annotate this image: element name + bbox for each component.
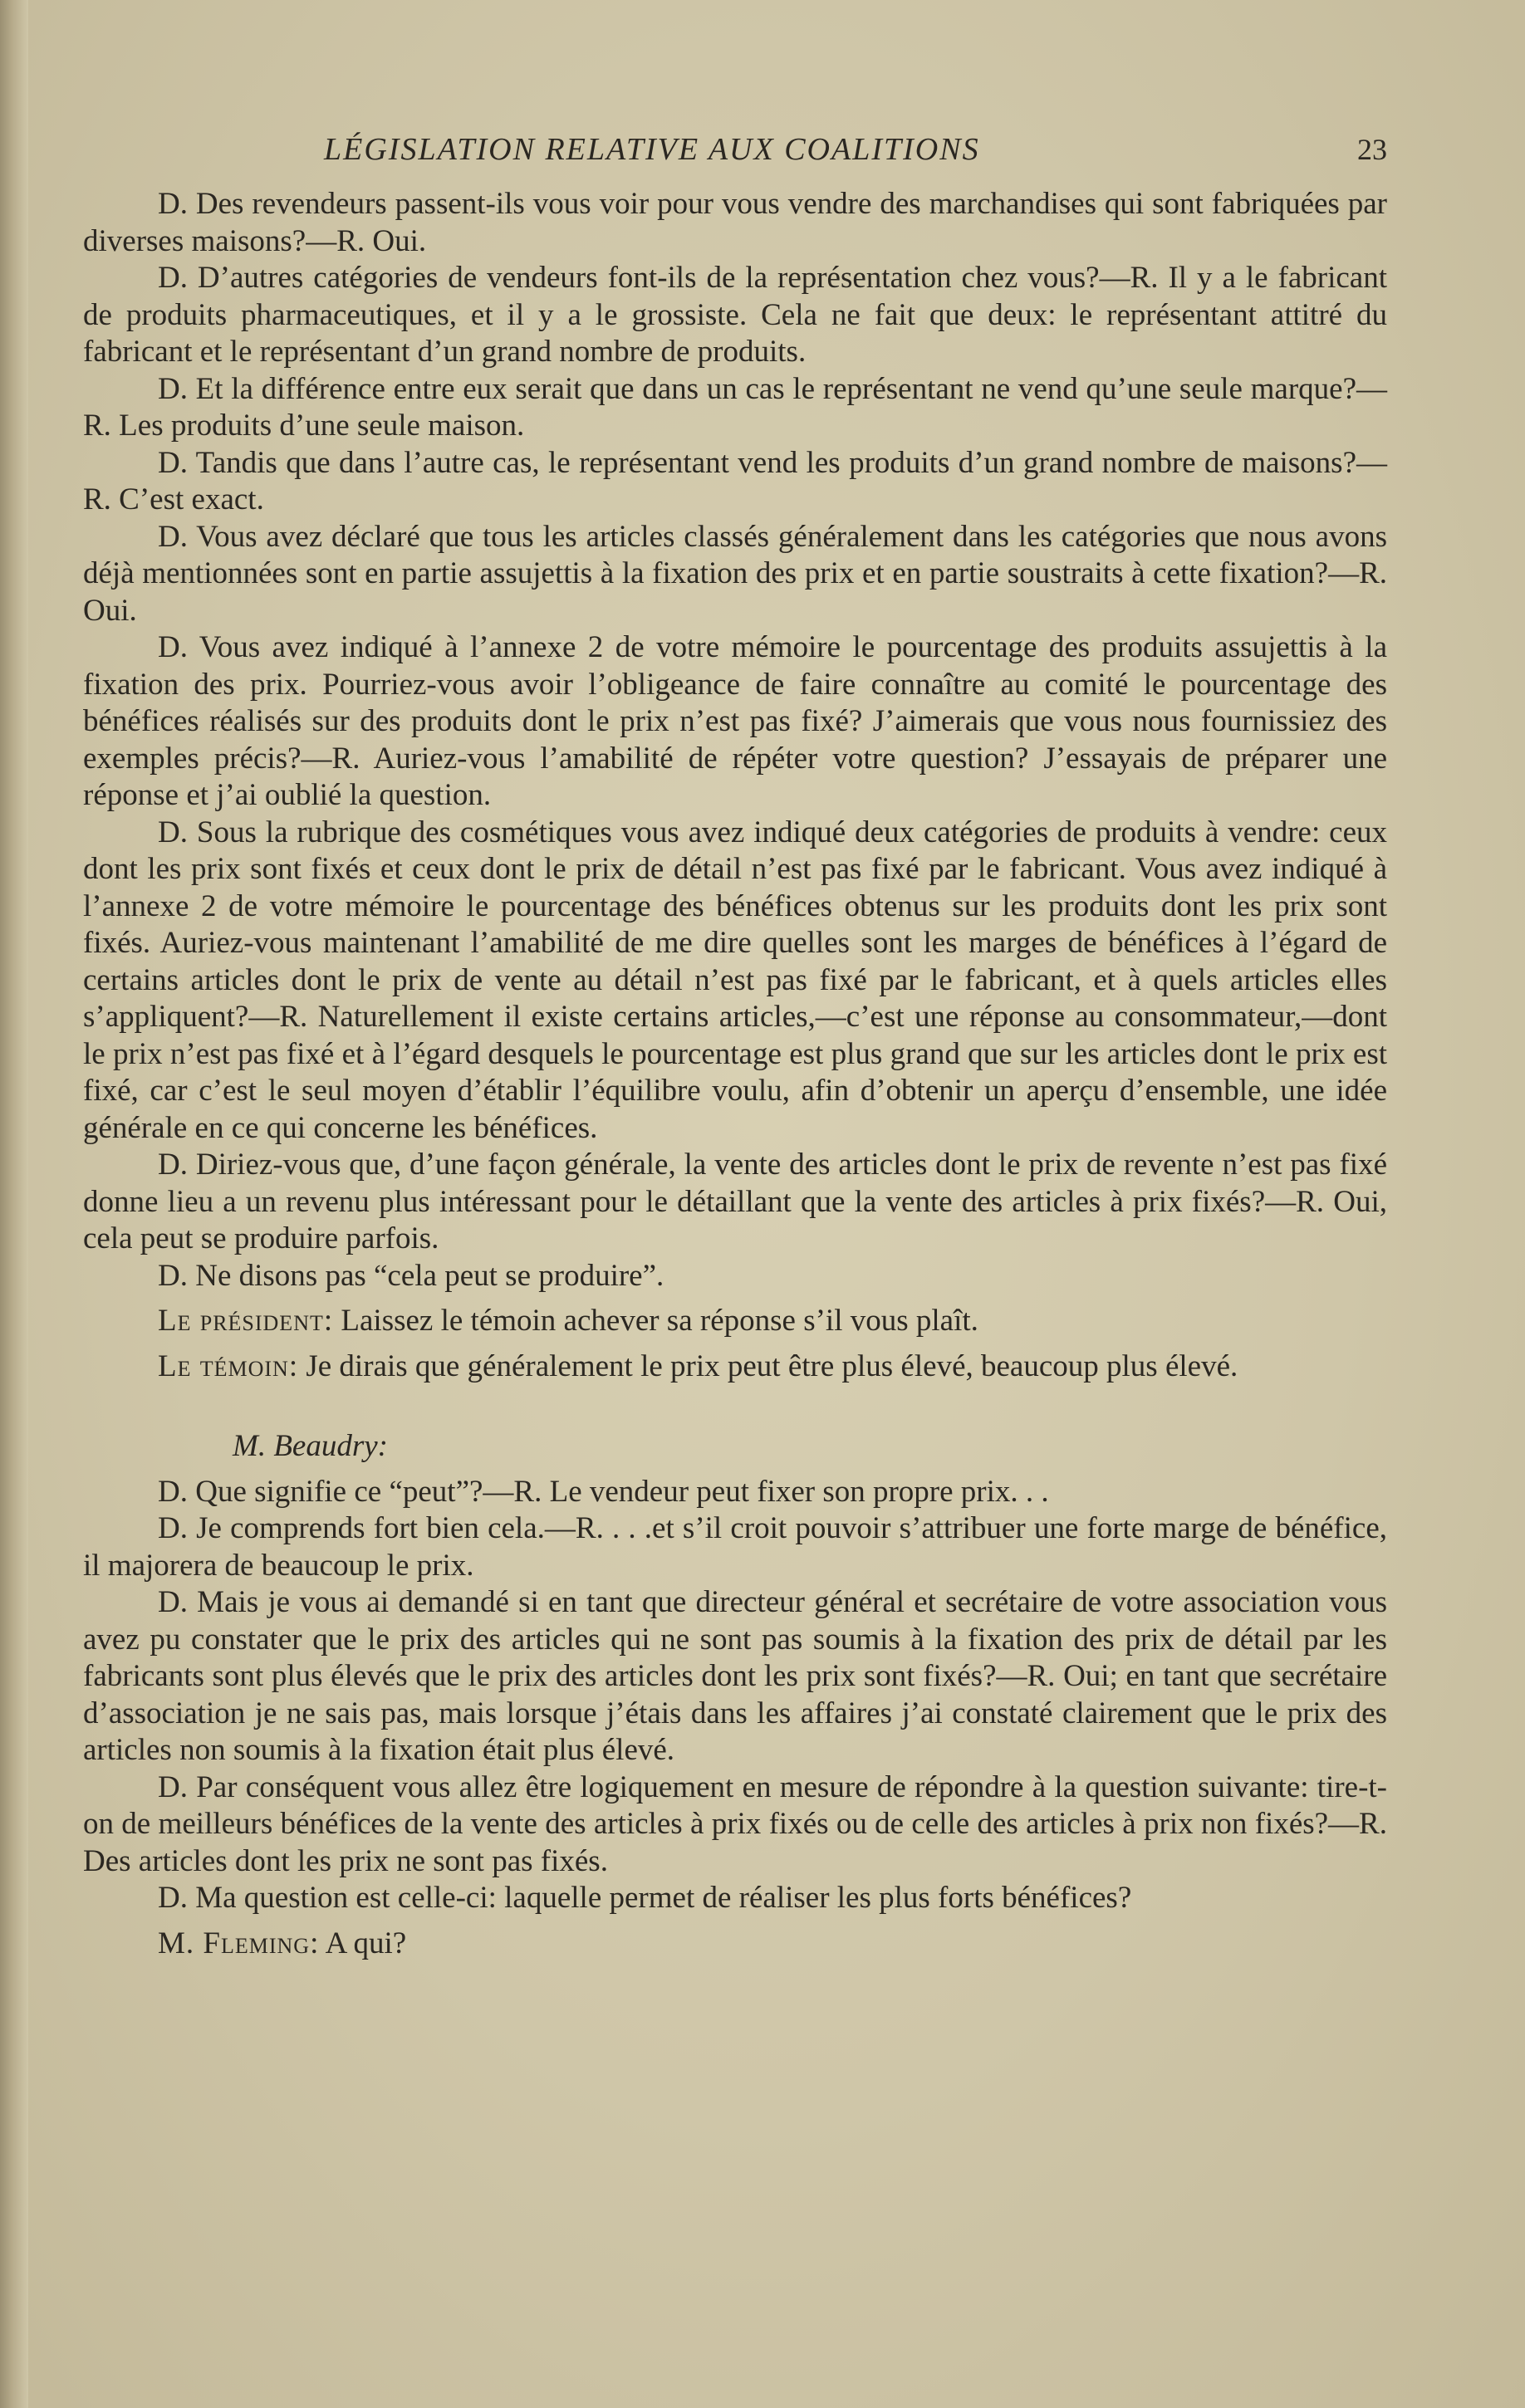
paragraph: D. Ne disons pas “cela peut se produire”. <box>158 1258 664 1293</box>
paragraph: D. D’autres catégories de vendeurs font-ils de la représentation chez vous?—R. Il y a le fabricant de produits pharmaceutiques, et il y a le grossiste. Cela ne fait que deux: le représentant attitré du fabricant et le représentant d’un grand nombre de produits. <box>83 261 1387 369</box>
paragraph: D. Ma question est celle-ci: laquelle permet de réaliser les plus forts bénéfices? <box>158 1881 1132 1915</box>
running-title: LÉGISLATION RELATIVE AUX COALITIONS <box>324 132 980 167</box>
witness-remark-text: Je dirais que généralement le prix peut être plus élevé, beaucoup plus élevé. <box>306 1348 1238 1383</box>
president-remark-text: Laissez le témoin achever sa réponse s’il vous plaît. <box>341 1304 978 1338</box>
page-header <box>83 125 1387 181</box>
speaker-heading-beaudry: M. Beaudry: <box>233 1429 388 1463</box>
paragraph: D. Tandis que dans l’autre cas, le représentant vend les produits d’un grand nombre de maisons?—R. C’est exact. <box>83 445 1387 516</box>
page-content <box>83 125 1387 1962</box>
paragraph: D. Que signifie ce “peut”?—R. Le vendeur peut fixer son propre prix. . . <box>158 1474 1049 1509</box>
fleming-remark <box>83 1926 1387 1963</box>
paragraph: D. Je comprends fort bien cela.—R. . . .et s’il croit pouvoir s’attribuer une forte marge de bénéfice, il majorera de beaucoup le prix. <box>83 1511 1387 1583</box>
witness-remark <box>83 1348 1387 1386</box>
page-number: 23 <box>1357 133 1387 166</box>
president-remark <box>83 1303 1387 1340</box>
speaker-fleming: M. Fleming: <box>158 1926 320 1960</box>
paragraph: D. Diriez-vous que, d’une façon générale, la vente des articles dont le prix de revente n’est pas fixé donne lieu a un revenu plus intéressant pour le détaillant que la vente des articles à prix fixés?—R. Oui, cela peut se produire parfois. <box>83 1148 1387 1255</box>
paragraph: D. Des revendeurs passent-ils vous voir pour vous vendre des marchandises qui sont fabriquées par diverses maisons?—R. Oui. <box>83 187 1387 258</box>
paragraph: D. Sous la rubrique des cosmétiques vous avez indiqué deux catégories de produits à vendre: ceux dont les prix sont fixés et ceux dont le prix de détail n’est pas fixé par le fabricant. Vous avez indiqué à l’annexe 2 de votre mémoire le pourcentage des bénéfices obtenus sur les produits dont les prix sont fixés. Auriez-vous maintenant l’amabilité de me dire quelles sont les marges de bénéfices à l’égard de certains articles dont le prix de vente au détail n’est pas fixé par le fabricant, et à quels articles elles s’appliquent?—R. Naturellement il existe certains articles,—c’est une réponse au consommateur,—dont le prix n’est pas fixé et à l’égard desquels le pourcentage est plus grand que sur les articles dont le prix est fixé, car c’est le seul moyen d’établir l’équilibre voulu, afin d’obtenir un aperçu d’ensemble, une idée générale en ce qui concerne les bénéfices. <box>83 815 1387 1145</box>
paragraph: D. Mais je vous ai demandé si en tant que directeur général et secrétaire de votre association vous avez pu constater que le prix des articles qui ne sont pas soumis à la fixation des prix de détail par les fabricants sont plus élevés que le prix des articles dont les prix sont fixés?—R. Oui; en tant que secrétaire d’association je ne sais pas, mais lorsque j’étais dans les affaires j’ai constaté clairement que le prix des articles non soumis à la fixation était plus élevé. <box>83 1585 1387 1767</box>
paragraph: D. Et la différence entre eux serait que dans un cas le représentant ne vend qu’une seule marque?—R. Les produits d’une seule maison. <box>83 371 1387 443</box>
fleming-remark-text: A qui? <box>325 1926 407 1960</box>
paragraph: D. Vous avez déclaré que tous les articles classés généralement dans les catégories que nous avons déjà mentionnées sont en partie assujettis à la fixation des prix et en partie soustraits à cette fixation?—R. Oui. <box>83 519 1387 628</box>
paragraph: D. Vous avez indiqué à l’annexe 2 de votre mémoire le pourcentage des produits assujettis à la fixation des prix. Pourriez-vous avoir l’obligeance de faire connaître au comité le pourcentage des bénéfices réalisés sur des produits dont le prix n’est pas fixé? J’aimerais que vous nous fournissiez des exemples précis?—R. Auriez-vous l’amabilité de répéter votre question? J’essayais de préparer une réponse et j’ai oublié la question. <box>83 630 1387 812</box>
book-spine-shadow <box>0 0 28 2408</box>
paragraph: D. Par conséquent vous allez être logiquement en mesure de répondre à la question suivante: tire-t-on de meilleurs bénéfices de la vente des articles à prix fixés ou de celle des articles à prix non fixés?—R. Des articles dont les prix ne sont pas fixés. <box>83 1769 1387 1878</box>
speaker-witness: Le témoin: <box>158 1348 299 1383</box>
speaker-president: Le président: <box>158 1304 334 1338</box>
